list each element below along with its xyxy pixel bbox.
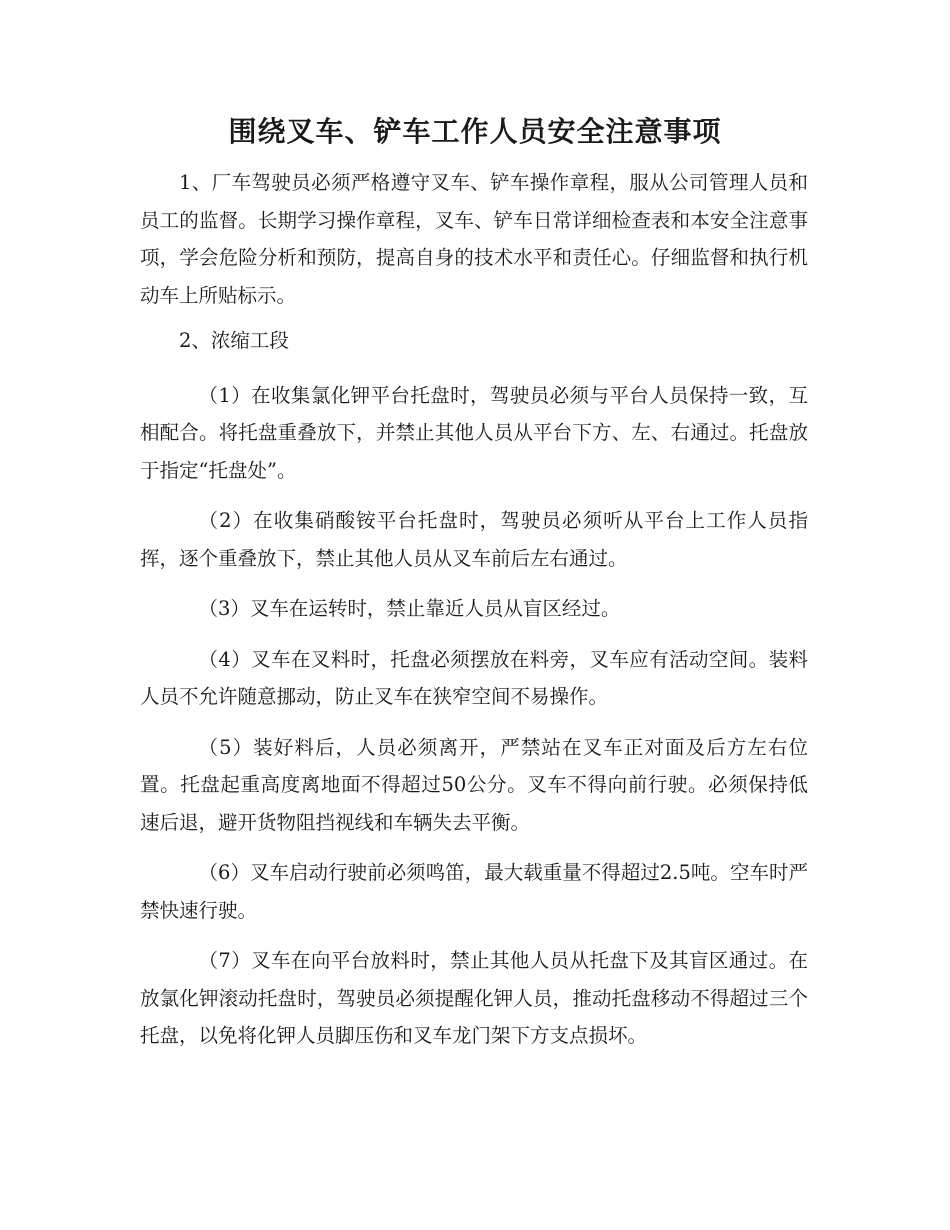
document-title: 围绕叉车、铲车工作人员安全注意事项 (228, 115, 722, 148)
section-heading-concentration: 2、浓缩工段 (179, 329, 289, 352)
paragraph-1: 1、厂车驾驶员必须严格遵守叉车、铲车操作章程，服从公司管理人员和员工的监督。长期学习操作章程，叉车、铲车日常详细检查表和本安全注意事项，学会危险分析和预防，提高自身的技术水平和责任心。仔细监督和执行机动车上所贴标示。 (140, 171, 808, 307)
clause-1: （1）在收集氯化钾平台托盘时，驾驶员必须与平台人员保持一致，互相配合。将托盘重叠放下，并禁止其他人员从平台下方、左、右通过。托盘放于指定“托盘处”。 (140, 383, 808, 482)
document-body (140, 164, 808, 1055)
clause-3: （3）叉车在运转时，禁止靠近人员从盲区经过。 (198, 597, 621, 620)
clause-2: （2）在收集硝酸铵平台托盘时，驾驶员必须听从平台上工作人员指挥，逐个重叠放下，禁止其他人员从叉车前后左右通过。 (140, 509, 808, 570)
clause-6: （6）叉车启动行驶前必须鸣笛，最大载重量不得超过2.5吨。空车时严禁快速行驶。 (140, 861, 808, 922)
clause-4: （4）叉车在叉料时，托盘必须摆放在料旁，叉车应有活动空间。装料人员不允许随意挪动，防止叉车在狭窄空间不易操作。 (140, 647, 808, 708)
clause-7: （7）叉车在向平台放料时，禁止其他人员从托盘下及其盲区通过。在放氯化钾滚动托盘时，驾驶员必须提醒化钾人员，推动托盘移动不得超过三个托盘，以免将化钾人员脚压伤和叉车龙门架下方支点损坏。 (140, 949, 808, 1047)
clause-5: （5）装好料后，人员必须离开，严禁站在叉车正对面及后方左右位置。托盘起重高度离地面不得超过50公分。叉车不得向前行驶。必须保持低速后退，避开货物阻挡视线和车辆失去平衡。 (140, 735, 808, 834)
